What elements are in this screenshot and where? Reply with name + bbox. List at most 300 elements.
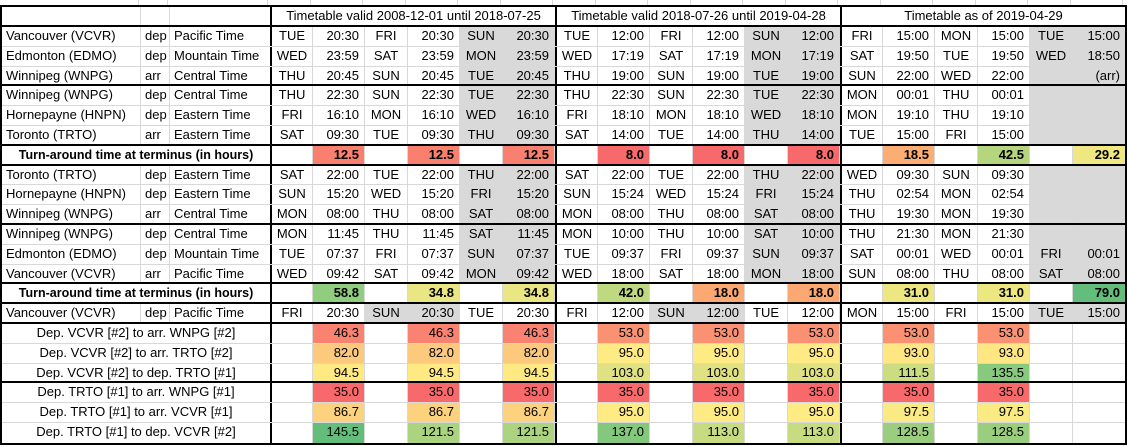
time-cell[interactable]: 15:20 (503, 185, 555, 204)
day-cell[interactable] (935, 344, 978, 363)
time-cell[interactable]: 00:01 (883, 86, 935, 105)
time-cell[interactable]: 23:59 (503, 47, 555, 66)
day-cell[interactable]: SUN (650, 86, 693, 105)
station-name-cell[interactable]: Winnipeg (WNPG) (2, 225, 141, 244)
move-type-cell[interactable]: arr (141, 205, 170, 223)
day-cell[interactable] (1030, 126, 1073, 144)
time-cell[interactable]: 08:00 (313, 205, 365, 223)
time-cell[interactable]: 09:30 (503, 126, 555, 144)
day-cell[interactable]: SAT (745, 205, 788, 223)
duration-value-cell[interactable]: 82.0 (313, 344, 365, 363)
time-cell[interactable]: 08:00 (408, 205, 460, 223)
day-cell[interactable] (270, 146, 313, 164)
day-cell[interactable] (840, 344, 883, 363)
duration-value-cell[interactable]: 95.0 (788, 403, 840, 422)
time-cell[interactable]: 19:00 (693, 67, 745, 85)
section-title-2[interactable]: Timetable valid 2018-07-26 until 2019-04-28 (555, 7, 840, 25)
day-cell[interactable] (555, 403, 598, 422)
day-cell[interactable] (840, 423, 883, 443)
time-cell[interactable]: 22:00 (598, 166, 650, 185)
time-cell[interactable]: 15:24 (788, 185, 840, 204)
day-cell[interactable]: FRI (650, 245, 693, 264)
time-cell[interactable]: 10:00 (693, 225, 745, 244)
day-cell[interactable]: TUE (270, 27, 313, 46)
duration-value-cell[interactable]: 34.8 (503, 284, 555, 302)
day-cell[interactable] (460, 423, 503, 443)
day-cell[interactable]: SUN (840, 67, 883, 85)
day-cell[interactable] (745, 344, 788, 363)
time-cell[interactable]: 09:30 (978, 166, 1030, 185)
time-cell[interactable]: 09:30 (883, 166, 935, 185)
day-cell[interactable]: TUE (270, 245, 313, 264)
day-cell[interactable]: MON (935, 27, 978, 46)
time-cell[interactable]: 22:00 (313, 166, 365, 185)
day-cell[interactable]: WED (365, 185, 408, 204)
day-cell[interactable]: MON (745, 47, 788, 66)
station-name-cell[interactable]: Vancouver (VCVR) (2, 27, 141, 46)
duration-value-cell[interactable]: 46.3 (408, 324, 460, 343)
day-cell[interactable] (840, 284, 883, 302)
time-cell[interactable]: 19:00 (598, 67, 650, 85)
duration-value-cell[interactable]: 94.5 (408, 364, 460, 382)
time-cell[interactable]: 00:01 (1073, 245, 1125, 264)
day-cell[interactable] (935, 146, 978, 164)
day-cell[interactable]: MON (270, 225, 313, 244)
day-cell[interactable] (555, 423, 598, 443)
duration-value-cell[interactable]: 93.0 (883, 344, 935, 363)
time-cell[interactable]: 10:00 (788, 225, 840, 244)
time-cell[interactable]: 08:00 (598, 205, 650, 223)
time-cell[interactable]: 12:00 (693, 27, 745, 46)
day-cell[interactable] (650, 284, 693, 302)
time-cell[interactable]: 14:00 (788, 126, 840, 144)
time-cell[interactable]: 22:30 (503, 86, 555, 105)
time-cell[interactable]: 08:00 (788, 205, 840, 223)
day-cell[interactable] (840, 324, 883, 343)
day-cell[interactable]: FRI (555, 106, 598, 125)
day-cell[interactable]: SUN (745, 245, 788, 264)
time-cell[interactable]: 09:37 (598, 245, 650, 264)
time-cell[interactable]: 15:00 (978, 27, 1030, 46)
time-cell[interactable] (1073, 225, 1125, 244)
day-cell[interactable]: SAT (650, 265, 693, 283)
day-cell[interactable]: FRI (460, 185, 503, 204)
day-cell[interactable] (1030, 86, 1073, 105)
time-cell[interactable]: 22:00 (693, 166, 745, 185)
day-cell[interactable] (650, 344, 693, 363)
move-type-cell[interactable]: dep (141, 86, 170, 105)
day-cell[interactable]: MON (935, 205, 978, 223)
time-cell[interactable]: 09:30 (408, 126, 460, 144)
day-cell[interactable] (1030, 185, 1073, 204)
day-cell[interactable] (745, 324, 788, 343)
time-cell[interactable]: 22:00 (788, 166, 840, 185)
day-cell[interactable]: TUE (460, 67, 503, 85)
time-cell[interactable]: 08:00 (883, 265, 935, 283)
header-empty-move-cell[interactable] (141, 7, 170, 25)
day-cell[interactable] (1030, 364, 1073, 382)
duration-value-cell[interactable] (1073, 364, 1125, 382)
day-cell[interactable] (555, 324, 598, 343)
day-cell[interactable]: FRI (555, 304, 598, 322)
day-cell[interactable]: WED (460, 106, 503, 125)
timezone-cell[interactable]: Mountain Time (174, 47, 260, 63)
time-cell[interactable]: 12:00 (788, 304, 840, 322)
day-cell[interactable]: THU (745, 166, 788, 185)
time-cell[interactable]: 15:00 (1073, 304, 1125, 322)
day-cell[interactable] (650, 423, 693, 443)
day-cell[interactable]: SAT (365, 265, 408, 283)
time-cell[interactable]: 00:01 (978, 86, 1030, 105)
duration-value-cell[interactable]: 82.0 (408, 344, 460, 363)
time-cell[interactable]: 07:37 (408, 245, 460, 264)
duration-value-cell[interactable]: 29.2 (1073, 146, 1125, 164)
duration-value-cell[interactable]: 34.8 (408, 284, 460, 302)
time-cell[interactable]: 09:37 (788, 245, 840, 264)
day-cell[interactable]: SAT (555, 126, 598, 144)
day-cell[interactable] (1030, 324, 1073, 343)
day-cell[interactable]: FRI (365, 245, 408, 264)
time-cell[interactable]: 12:00 (598, 27, 650, 46)
duration-value-cell[interactable]: 18.5 (883, 146, 935, 164)
day-cell[interactable]: MON (745, 265, 788, 283)
duration-value-cell[interactable]: 53.0 (978, 324, 1030, 343)
duration-value-cell[interactable]: 12.5 (503, 146, 555, 164)
time-cell[interactable]: 08:00 (693, 205, 745, 223)
day-cell[interactable] (460, 364, 503, 382)
day-cell[interactable]: TUE (840, 126, 883, 144)
time-cell[interactable] (1073, 106, 1125, 125)
time-cell[interactable]: 19:10 (978, 106, 1030, 125)
day-cell[interactable] (555, 383, 598, 402)
day-cell[interactable]: SUN (650, 67, 693, 85)
duration-value-cell[interactable]: 113.0 (788, 423, 840, 443)
time-cell[interactable]: 15:20 (313, 185, 365, 204)
duration-value-cell[interactable]: 111.5 (883, 364, 935, 382)
day-cell[interactable] (650, 383, 693, 402)
time-cell[interactable]: 20:45 (313, 67, 365, 85)
day-cell[interactable]: FRI (365, 27, 408, 46)
day-cell[interactable]: FRI (1030, 245, 1073, 264)
duration-value-cell[interactable]: 12.5 (408, 146, 460, 164)
duration-value-cell[interactable]: 53.0 (598, 324, 650, 343)
day-cell[interactable] (935, 383, 978, 402)
duration-value-cell[interactable]: 42.5 (978, 146, 1030, 164)
duration-value-cell[interactable]: 94.5 (503, 364, 555, 382)
day-cell[interactable]: TUE (1030, 304, 1073, 322)
time-cell[interactable]: 22:00 (978, 67, 1030, 85)
time-cell[interactable]: 10:00 (598, 225, 650, 244)
duration-value-cell[interactable]: 128.5 (883, 423, 935, 443)
day-cell[interactable]: WED (270, 47, 313, 66)
time-cell[interactable]: 09:42 (503, 265, 555, 283)
day-cell[interactable] (745, 364, 788, 382)
duration-value-cell[interactable]: 135.5 (978, 364, 1030, 382)
duration-value-cell[interactable] (1073, 324, 1125, 343)
time-cell[interactable]: 08:00 (1073, 265, 1125, 283)
move-type-cell[interactable]: dep (141, 245, 170, 264)
duration-value-cell[interactable]: 95.0 (693, 403, 745, 422)
duration-value-cell[interactable]: 97.5 (978, 403, 1030, 422)
duration-value-cell[interactable]: 82.0 (503, 344, 555, 363)
day-cell[interactable] (365, 324, 408, 343)
time-cell[interactable]: 16:10 (503, 106, 555, 125)
time-cell[interactable]: 15:24 (598, 185, 650, 204)
day-cell[interactable] (1030, 344, 1073, 363)
timezone-cell[interactable]: Mountain Time (174, 245, 260, 261)
duration-value-cell[interactable]: 97.5 (883, 403, 935, 422)
duration-value-cell[interactable]: 8.0 (598, 146, 650, 164)
station-name-cell[interactable]: Toronto (TRTO) (2, 126, 141, 144)
timezone-cell[interactable]: Pacific Time (174, 305, 245, 321)
station-name-cell[interactable]: Toronto (TRTO) (2, 166, 141, 185)
duration-value-cell[interactable] (1073, 344, 1125, 363)
station-name-cell[interactable]: Hornepayne (HNPN) (2, 185, 141, 204)
day-cell[interactable]: SUN (650, 304, 693, 322)
move-type-cell[interactable]: dep (141, 304, 170, 322)
timezone-cell[interactable]: Eastern Time (174, 186, 251, 202)
duration-value-cell[interactable]: 35.0 (788, 383, 840, 402)
day-cell[interactable]: THU (935, 86, 978, 105)
day-cell[interactable]: MON (650, 106, 693, 125)
day-cell[interactable] (1030, 67, 1073, 85)
day-cell[interactable]: SUN (460, 245, 503, 264)
time-cell[interactable]: 07:37 (503, 245, 555, 264)
move-type-cell[interactable]: dep (141, 166, 170, 185)
day-cell[interactable]: FRI (270, 304, 313, 322)
day-cell[interactable]: WED (555, 47, 598, 66)
timezone-cell[interactable]: Eastern Time (174, 126, 251, 142)
metric-label-cell[interactable]: Dep. VCVR [#2] to dep. TRTO [#1] (36, 364, 236, 380)
duration-value-cell[interactable]: 128.5 (978, 423, 1030, 443)
duration-value-cell[interactable]: 86.7 (408, 403, 460, 422)
header-empty-station-cell[interactable] (2, 7, 141, 25)
day-cell[interactable]: FRI (840, 27, 883, 46)
day-cell[interactable]: SAT (460, 205, 503, 223)
day-cell[interactable] (840, 364, 883, 382)
time-cell[interactable]: 12:00 (598, 304, 650, 322)
duration-value-cell[interactable]: 35.0 (883, 383, 935, 402)
move-type-cell[interactable]: dep (141, 106, 170, 125)
duration-value-cell[interactable]: 12.5 (313, 146, 365, 164)
day-cell[interactable]: SAT (650, 47, 693, 66)
day-cell[interactable]: THU (270, 86, 313, 105)
day-cell[interactable]: MON (935, 185, 978, 204)
day-cell[interactable] (270, 383, 313, 402)
time-cell[interactable]: 02:54 (978, 185, 1030, 204)
duration-value-cell[interactable]: 95.0 (693, 344, 745, 363)
day-cell[interactable]: MON (365, 106, 408, 125)
day-cell[interactable]: THU (460, 126, 503, 144)
timezone-cell[interactable]: Central Time (174, 225, 248, 241)
duration-value-cell[interactable]: 53.0 (788, 324, 840, 343)
station-name-cell[interactable]: Hornepayne (HNPN) (2, 106, 141, 125)
day-cell[interactable]: WED (935, 245, 978, 264)
day-cell[interactable]: THU (650, 225, 693, 244)
duration-value-cell[interactable]: 86.7 (313, 403, 365, 422)
time-cell[interactable]: 19:30 (883, 205, 935, 223)
time-cell[interactable]: 08:00 (503, 205, 555, 223)
day-cell[interactable]: FRI (935, 304, 978, 322)
time-cell[interactable]: 09:30 (313, 126, 365, 144)
day-cell[interactable]: TUE (555, 245, 598, 264)
day-cell[interactable] (1030, 403, 1073, 422)
time-cell[interactable] (1073, 205, 1125, 223)
day-cell[interactable]: THU (745, 126, 788, 144)
day-cell[interactable] (840, 383, 883, 402)
day-cell[interactable] (935, 324, 978, 343)
duration-value-cell[interactable]: 35.0 (598, 383, 650, 402)
day-cell[interactable] (460, 383, 503, 402)
metric-label-cell[interactable]: Dep. VCVR [#2] to arr. TRTO [#2] (39, 344, 233, 360)
day-cell[interactable] (555, 364, 598, 382)
day-cell[interactable] (270, 364, 313, 382)
day-cell[interactable] (1030, 106, 1073, 125)
day-cell[interactable]: FRI (270, 106, 313, 125)
duration-value-cell[interactable]: 113.0 (693, 423, 745, 443)
time-cell[interactable]: 22:30 (598, 86, 650, 105)
time-cell[interactable]: 20:30 (503, 304, 555, 322)
duration-value-cell[interactable]: 53.0 (883, 324, 935, 343)
move-type-cell[interactable]: dep (141, 27, 170, 46)
day-cell[interactable] (650, 364, 693, 382)
time-cell[interactable]: 00:01 (883, 245, 935, 264)
day-cell[interactable]: TUE (745, 86, 788, 105)
duration-value-cell[interactable] (1073, 423, 1125, 443)
day-cell[interactable] (365, 423, 408, 443)
section-title-3[interactable]: Timetable as of 2019-04-29 (840, 7, 1125, 25)
day-cell[interactable]: THU (840, 225, 883, 244)
duration-value-cell[interactable]: 103.0 (693, 364, 745, 382)
day-cell[interactable]: SUN (270, 185, 313, 204)
station-name-cell[interactable]: Edmonton (EDMO) (2, 245, 141, 264)
time-cell[interactable]: 17:19 (788, 47, 840, 66)
day-cell[interactable]: THU (935, 106, 978, 125)
time-cell[interactable]: 22:00 (503, 166, 555, 185)
duration-value-cell[interactable]: 121.5 (503, 423, 555, 443)
duration-value-cell[interactable]: 137.0 (598, 423, 650, 443)
day-cell[interactable]: MON (555, 205, 598, 223)
day-cell[interactable] (1030, 383, 1073, 402)
day-cell[interactable]: SAT (460, 225, 503, 244)
day-cell[interactable] (1030, 205, 1073, 223)
duration-value-cell[interactable]: 121.5 (408, 423, 460, 443)
timezone-cell[interactable]: Pacific Time (174, 265, 245, 281)
time-cell[interactable]: 15:00 (978, 304, 1030, 322)
metric-label-cell[interactable]: Dep. TRTO [#1] to arr. VCVR [#1] (39, 404, 233, 420)
duration-value-cell[interactable]: 53.0 (693, 324, 745, 343)
time-cell[interactable]: 20:30 (408, 27, 460, 46)
day-cell[interactable] (365, 344, 408, 363)
duration-value-cell[interactable]: 35.0 (978, 383, 1030, 402)
duration-value-cell[interactable]: 58.8 (313, 284, 365, 302)
time-cell[interactable]: 00:01 (978, 245, 1030, 264)
time-cell[interactable]: 15:00 (1073, 27, 1125, 46)
day-cell[interactable] (650, 146, 693, 164)
header-empty-zone-cell[interactable] (170, 7, 270, 25)
day-cell[interactable]: TUE (365, 126, 408, 144)
duration-value-cell[interactable]: 8.0 (693, 146, 745, 164)
day-cell[interactable]: MON (460, 47, 503, 66)
day-cell[interactable]: TUE (650, 166, 693, 185)
time-cell[interactable]: 15:00 (883, 304, 935, 322)
day-cell[interactable] (365, 403, 408, 422)
day-cell[interactable]: WED (935, 67, 978, 85)
day-cell[interactable]: SAT (745, 225, 788, 244)
time-cell[interactable]: 16:10 (313, 106, 365, 125)
day-cell[interactable]: SAT (1030, 265, 1073, 283)
day-cell[interactable] (365, 284, 408, 302)
time-cell[interactable] (1073, 86, 1125, 105)
day-cell[interactable]: TUE (650, 126, 693, 144)
day-cell[interactable] (460, 324, 503, 343)
timezone-cell[interactable]: Central Time (174, 206, 248, 222)
day-cell[interactable]: WED (840, 166, 883, 185)
time-cell[interactable]: 19:30 (978, 205, 1030, 223)
day-cell[interactable] (460, 146, 503, 164)
time-cell[interactable]: 15:00 (883, 27, 935, 46)
time-cell[interactable]: 20:45 (408, 67, 460, 85)
day-cell[interactable]: WED (555, 265, 598, 283)
timezone-cell[interactable]: Central Time (174, 67, 248, 83)
day-cell[interactable]: SAT (840, 245, 883, 264)
time-cell[interactable]: 21:30 (883, 225, 935, 244)
day-cell[interactable]: THU (555, 67, 598, 85)
day-cell[interactable]: TUE (555, 27, 598, 46)
time-cell[interactable]: 19:50 (978, 47, 1030, 66)
duration-value-cell[interactable]: 95.0 (788, 344, 840, 363)
day-cell[interactable]: TUE (365, 166, 408, 185)
station-name-cell[interactable]: Winnipeg (WNPG) (2, 86, 141, 105)
day-cell[interactable] (270, 423, 313, 443)
time-cell[interactable]: 18:00 (788, 265, 840, 283)
day-cell[interactable]: WED (270, 265, 313, 283)
duration-value-cell[interactable]: 8.0 (788, 146, 840, 164)
day-cell[interactable] (270, 284, 313, 302)
duration-value-cell[interactable]: 95.0 (598, 403, 650, 422)
day-cell[interactable]: MON (840, 106, 883, 125)
day-cell[interactable]: MON (460, 265, 503, 283)
day-cell[interactable] (270, 344, 313, 363)
duration-value-cell[interactable]: 42.0 (598, 284, 650, 302)
time-cell[interactable]: 18:10 (788, 106, 840, 125)
day-cell[interactable] (745, 383, 788, 402)
day-cell[interactable] (460, 403, 503, 422)
day-cell[interactable] (1030, 423, 1073, 443)
day-cell[interactable]: THU (555, 86, 598, 105)
day-cell[interactable]: FRI (935, 126, 978, 144)
day-cell[interactable] (270, 324, 313, 343)
day-cell[interactable]: SUN (365, 67, 408, 85)
day-cell[interactable] (1030, 166, 1073, 185)
time-cell[interactable]: 22:30 (313, 86, 365, 105)
duration-value-cell[interactable]: 35.0 (503, 383, 555, 402)
duration-value-cell[interactable]: 103.0 (788, 364, 840, 382)
duration-value-cell[interactable]: 145.5 (313, 423, 365, 443)
move-type-cell[interactable]: arr (141, 67, 170, 85)
timezone-cell[interactable]: Eastern Time (174, 166, 251, 182)
time-cell[interactable]: 15:20 (408, 185, 460, 204)
duration-value-cell[interactable]: 94.5 (313, 364, 365, 382)
day-cell[interactable]: MON (935, 225, 978, 244)
day-cell[interactable] (935, 403, 978, 422)
time-cell[interactable] (1073, 185, 1125, 204)
time-cell[interactable]: 09:37 (693, 245, 745, 264)
day-cell[interactable]: THU (935, 265, 978, 283)
time-cell[interactable]: 21:30 (978, 225, 1030, 244)
time-cell[interactable]: 14:00 (693, 126, 745, 144)
duration-value-cell[interactable]: 93.0 (978, 344, 1030, 363)
